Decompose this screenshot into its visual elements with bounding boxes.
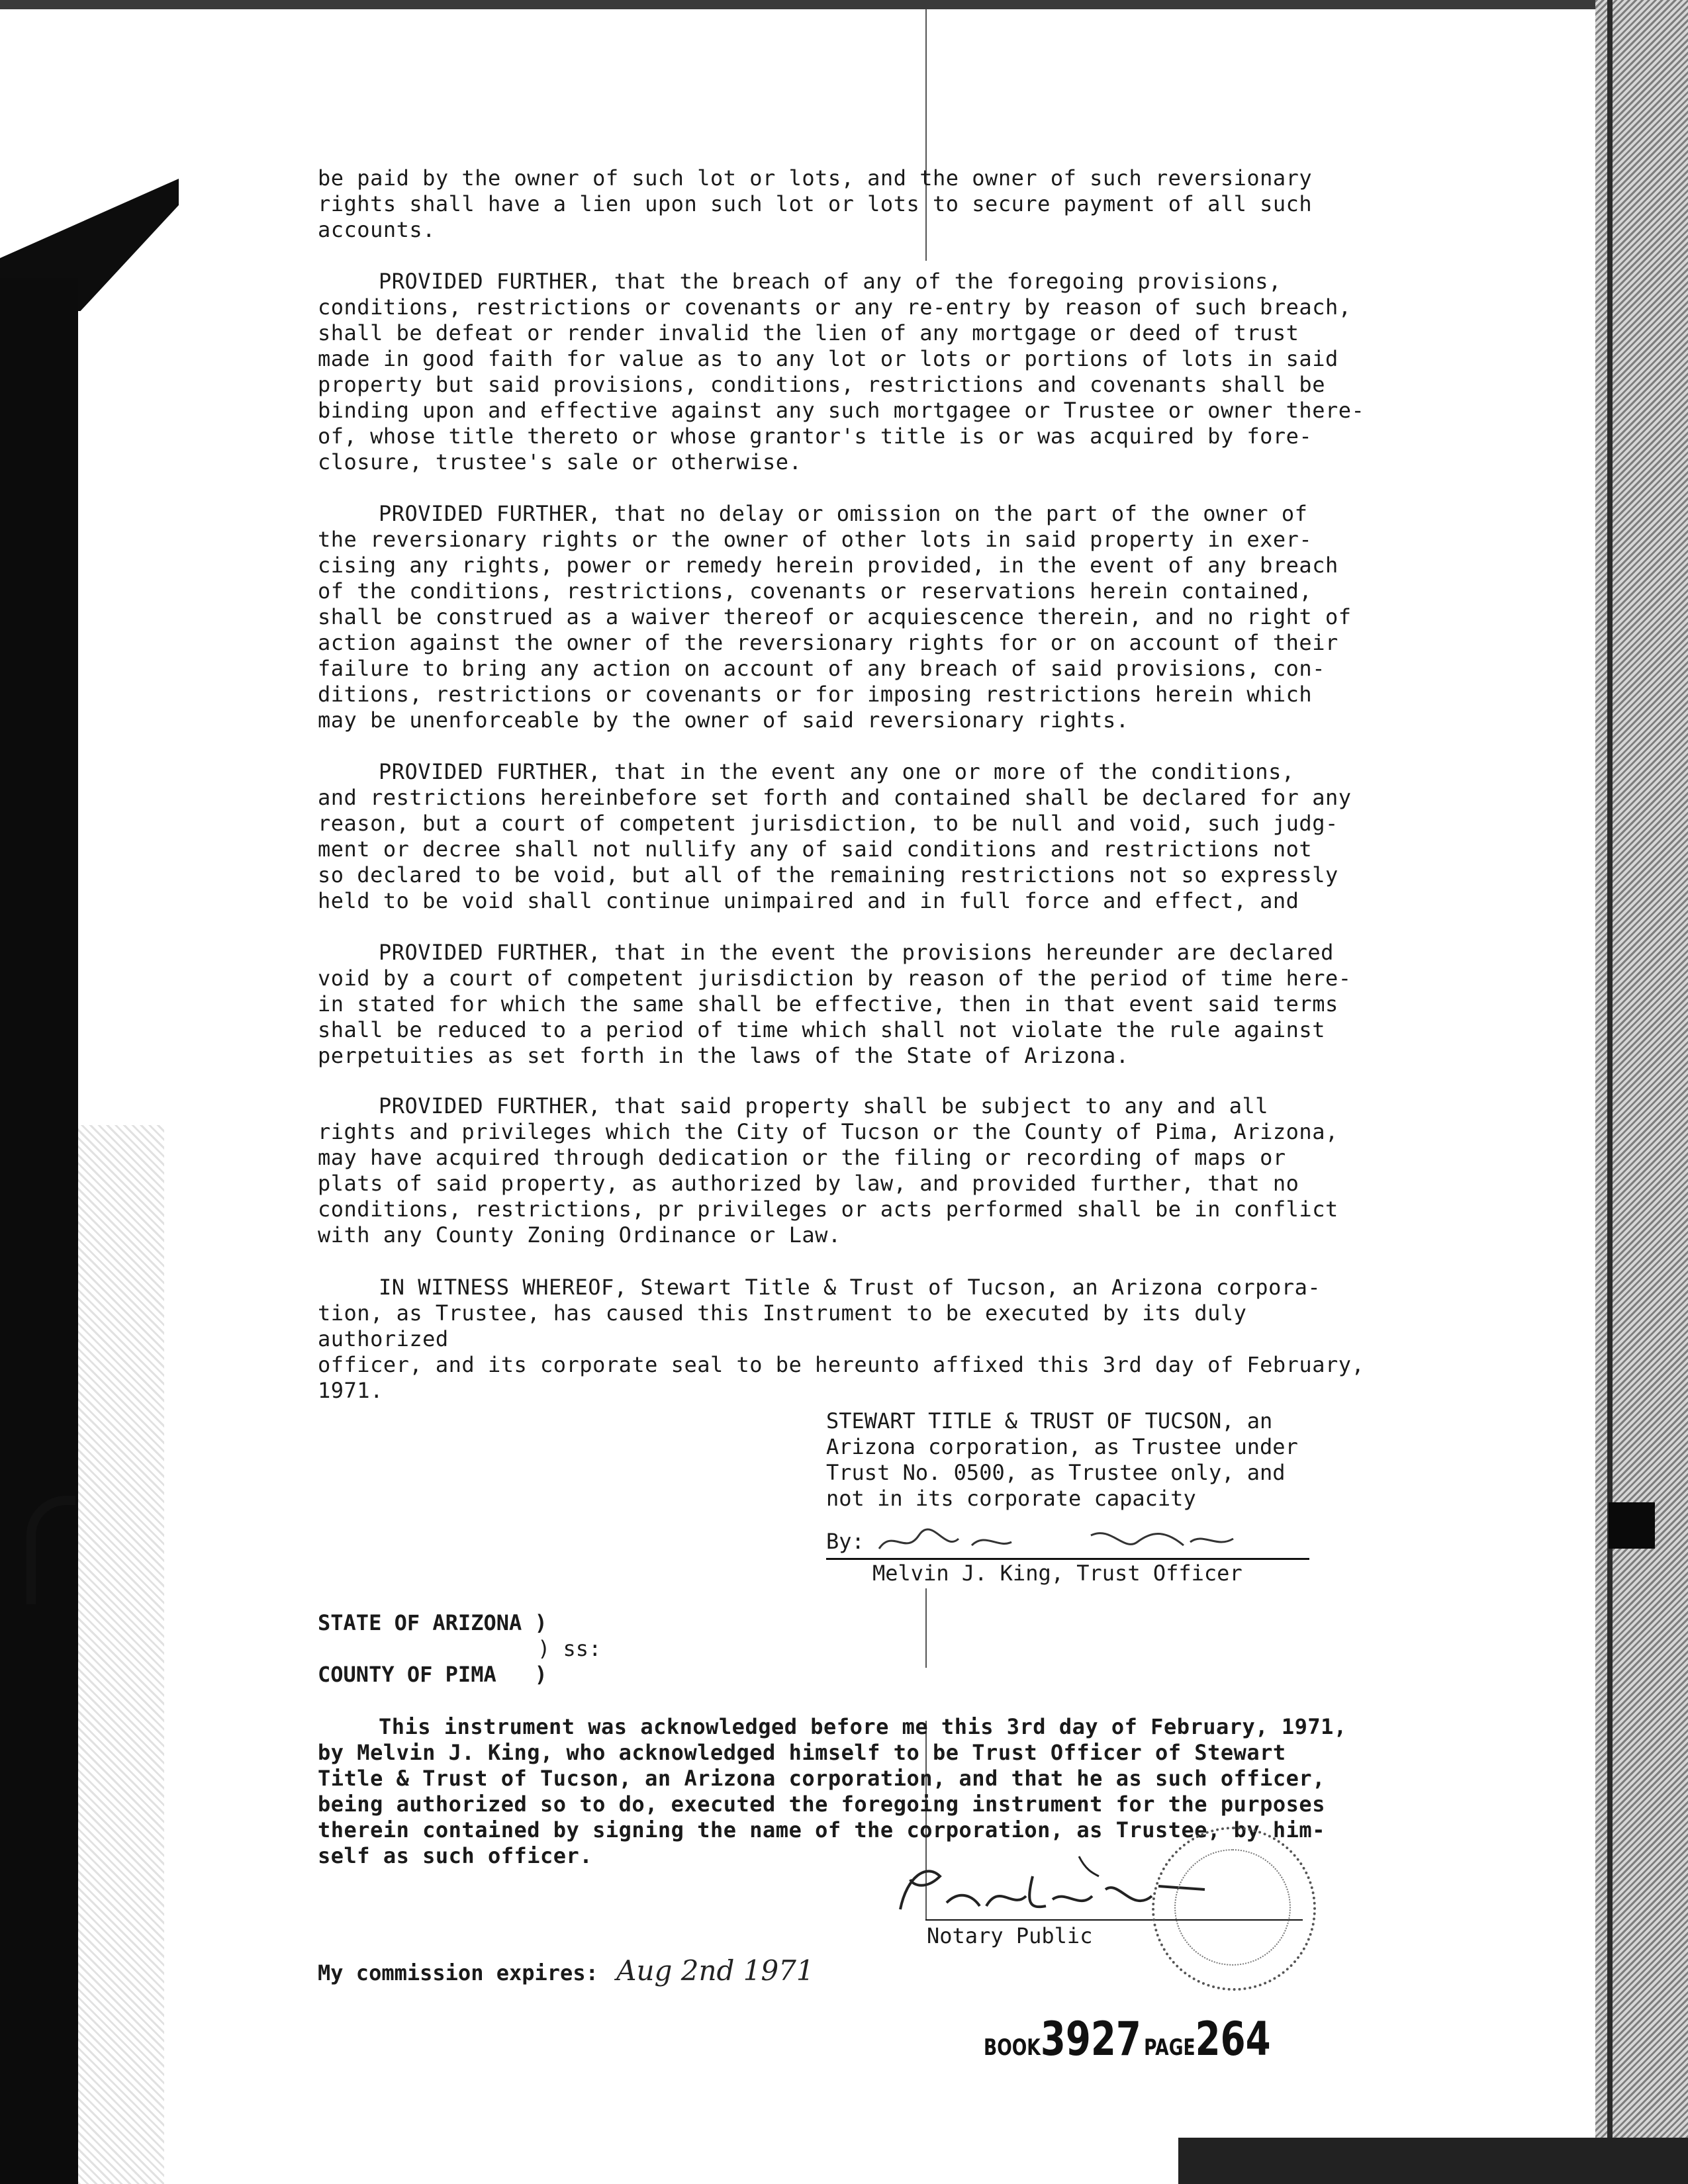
paragraph-lead: PROVIDED FURTHER xyxy=(379,759,588,784)
venue-ss: ) ss: xyxy=(538,1636,602,1661)
book-label: BOOK xyxy=(984,2034,1041,2061)
scan-edge-left xyxy=(0,278,78,2184)
paragraph-body: , that no delay or omission on the part of the owner of the reversionary rights or the owner of other lots in said property in exer- cising any rights, power or remedy herein provided, in the event of any breach of the conditions, restrictions, covenants or reservations herein contained, shall be construed as a waiver thereof or acquiescence therein, and no right of action against the owner of the reversionary rights for or on account of their failure to bring any action on account of any breach of said provisions, con- ditions, restrictions or covenants or for imposing restrictions herein which may be unenforceable by the owner of said reversionary rights. xyxy=(318,501,1352,733)
paragraph-body: , that in the event the provisions hereunder are declared void by a court of competent jurisdiction by reason of the period of time here- in stated for which the same shall be effective, then in that event said terms shall be reduced to a period of time which shall not violate the rule against perpetuities as set forth in the laws of the State of Arizona. xyxy=(318,940,1352,1068)
binder-clip-right xyxy=(1609,1502,1655,1549)
notary-seal xyxy=(1152,1827,1316,1991)
signature-line xyxy=(826,1529,1309,1560)
commission-date: Aug 2nd 1971 xyxy=(616,1954,814,1987)
notary-label: Notary Public xyxy=(927,1923,1093,1948)
paragraph-continuation: be paid by the owner of such lot or lots, and the owner of such reversionary rights shall have a lien upon such lot or lots to secure payment of all such accounts. xyxy=(318,165,1313,242)
by-label: By: xyxy=(826,1529,865,1554)
page-label: PAGE xyxy=(1144,2034,1196,2061)
paragraph-lead: PROVIDED FURTHER xyxy=(379,501,588,526)
acknowledgment-text: This instrument was acknowledged before me this 3rd day of February, 1971, by Melvin J. King, who acknowledged himself to be Trust Officer of Stewart Title & Trust of Tucson, an Arizona corporation, and that he as such officer, being authorized so to do, executed the foregoing instrument for the purposes therein contained by signing the name of the corporation, as Trustee, by him- self as such officer. xyxy=(318,1714,1347,1868)
scan-line-right xyxy=(1607,0,1613,2184)
trustee-signature-scribble xyxy=(872,1522,1243,1562)
paragraph-lead: PROVIDED FURTHER xyxy=(379,1093,588,1118)
page-number: 264 xyxy=(1195,2012,1271,2066)
paragraph-body: , that in the event any one or more of the conditions, and restrictions hereinbefore set forth and contained shall be declared for any reason, but a court of competent jurisdiction, to be null and void, such judg- ment or decree shall not nullify any of said conditions and restrictions not so declared to be void, but all of the remaining restrictions not so expressly held to be void shall continue unimpaired and in full force and effect, and xyxy=(318,759,1352,913)
binder-clip-left xyxy=(26,1496,75,1604)
signer-name: Melvin J. King, Trust Officer xyxy=(872,1561,1243,1586)
paragraph-body: , Stewart Title & Trust of Tucson, an Arizona corpora- tion, as Trustee, has caused this Instrument to be executed by its duly authorized officer, and its corporate seal to be hereunto affixed this 3rd day of February, 1971. xyxy=(318,1275,1365,1403)
scan-edge-top xyxy=(0,0,1688,9)
paragraph-provided-further-5 xyxy=(318,1093,1390,1248)
paragraph-provided-further-1 xyxy=(318,269,1390,475)
paragraph-provided-further-2 xyxy=(318,501,1390,733)
paragraph-body: , that the breach of any of the foregoing provisions, conditions, restrictions or covenants or any re-entry by reason of such breach, shall be defeat or render invalid the lien of any mortgage or deed of trust made in good faith for value as to any lot or lots or portions of lots in said property but said provisions, conditions, restrictions and covenants shall be binding upon and effective against any such mortgagee or Trustee or owner there- of, whose title thereto or whose grantor's title is or was acquired by fore- closure, trustee's sale or otherwise. xyxy=(318,269,1365,475)
paragraph-provided-further-3 xyxy=(318,759,1390,914)
recording-stamp xyxy=(984,2012,1271,2066)
paragraph-provided-further-4 xyxy=(318,940,1390,1069)
venue-county: COUNTY OF PIMA ) xyxy=(318,1662,547,1687)
paragraph-in-witness xyxy=(318,1275,1390,1404)
paragraph-body: , that said property shall be subject to any and all rights and privileges which the City of Tucson or the County of Pima, Arizona, may have acquired through dedication or the filing or recording of maps or plats of said property, as authorized by law, and provided further, that no conditions, restrictions, pr privileges or acts performed shall be in conflict with any County Zoning Ordinance or Law. xyxy=(318,1093,1338,1248)
paragraph-lead: PROVIDED FURTHER xyxy=(379,940,588,965)
scan-edge-bottom xyxy=(1178,2138,1688,2184)
venue-state: STATE OF ARIZONA ) xyxy=(318,1610,547,1635)
paragraph-lead: IN WITNESS WHEREOF xyxy=(379,1275,614,1300)
fold-line xyxy=(925,1588,927,1668)
scan-noise-left xyxy=(78,1125,164,2184)
commission-label: My commission expires: xyxy=(318,1960,598,1985)
commission-expires xyxy=(318,1954,814,1987)
book-number: 3927 xyxy=(1040,2012,1141,2066)
trustee-block: STEWART TITLE & TRUST OF TUCSON, an Arizona corporation, as Trustee under Trust No. 0500, as Trustee only, and not in its corporate capacity xyxy=(826,1408,1298,1511)
paragraph-lead: PROVIDED FURTHER xyxy=(379,269,588,294)
